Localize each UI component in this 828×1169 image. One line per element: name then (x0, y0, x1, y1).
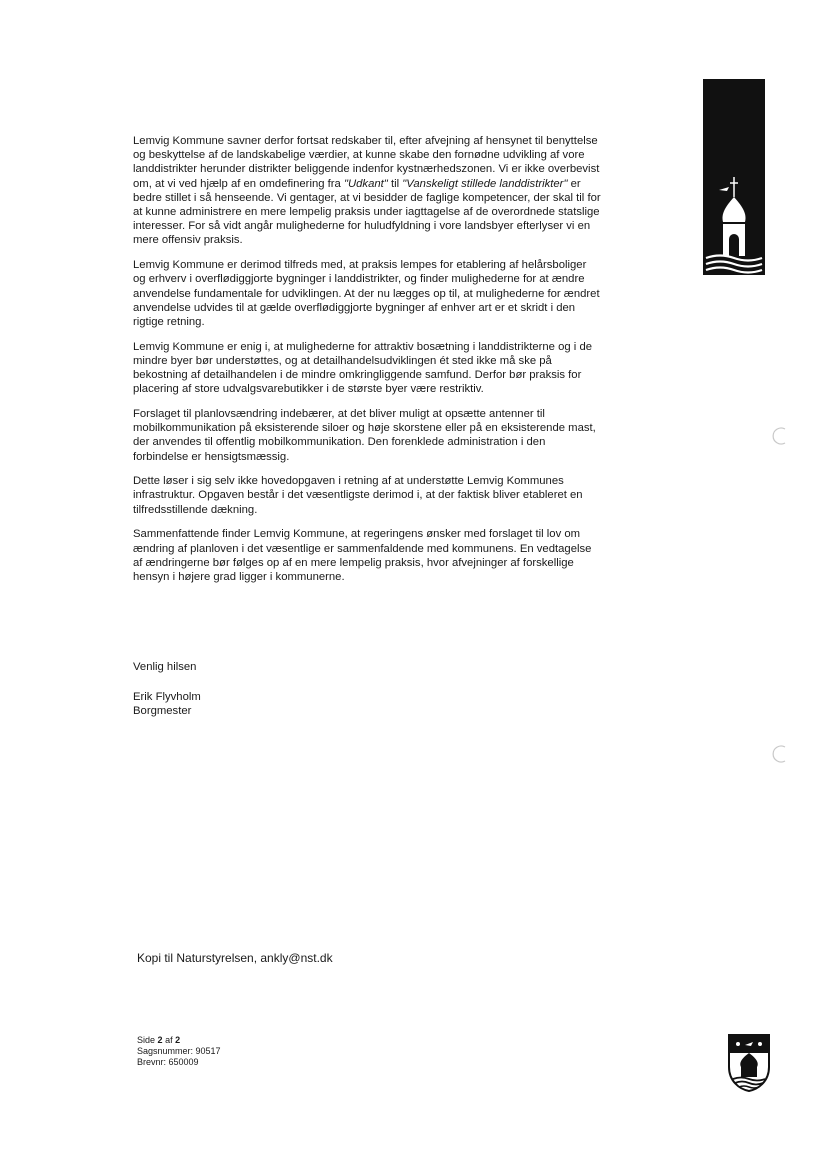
quote-vanskeligt: "Vanskeligt stillede landdistrikter" (402, 177, 568, 190)
paragraph-6: Sammenfattende finder Lemvig Kommune, at regeringens ønsker med forslaget til lov om ændring af planloven i det væsentlige er sammenfaldende med kommunens. En vedtagelse af ændringerne bør følges op af en mere lempelig praksis, hvor afvejninger af forskellige hensyn i højere grad ligger i kommunerne. (133, 528, 592, 583)
case-number: Sagsnummer: 90517 (137, 1046, 221, 1056)
church-tower-logo-icon (703, 79, 765, 275)
punch-hole-icon (772, 745, 788, 763)
paragraph-3: Lemvig Kommune er enig i, at mulighederne for attraktiv bosætning i landdistrikterne og i de mindre byer bør understøttes, og at detailhandelsudviklingen ét sted ikke må ske på bekostning af detailhandelen i de mindre omkringliggende samfund. Derfor bør praksis for placering af store udvalgsvarebutikker i de største byer være restriktiv. (133, 340, 593, 396)
punch-hole-icon (772, 427, 788, 445)
signer-name: Erik Flyvholm (133, 691, 201, 703)
municipal-seal-icon (727, 1033, 771, 1093)
paragraph-2: Lemvig Kommune er derimod tilfreds med, at praksis lempes for etablering af helårsboliger og erhverv i overflødiggjorte bygninger i landdistrikter, og finder mulighederne for at ændre anvendelse fundamentale for udviklingen. At der nu lægges op til, at mulighederne for ændret anvendelse udvides til at gælde overflødiggjorte bygninger af enhver art er et skridt i den rigtige retning. (133, 259, 600, 328)
quote-udkant: "Udkant" (343, 177, 388, 190)
paragraph-4: Forslaget til planlovsændring indebærer, at det bliver muligt at opsætte antenner til mobilkommunikation på eksisterende siloer og høje skorstene eller på en eksisterende mast, der anvendes til offentlig mobilkommunikation. Den forenklede administration i den forbindelse er hensigtsmæssig. (133, 407, 596, 463)
letter-number: Brevnr: 650009 (137, 1057, 199, 1067)
copy-recipient: Kopi til Naturstyrelsen, ankly@nst.dk (137, 951, 333, 965)
signer-title: Borgmester (133, 705, 192, 718)
page-footer (137, 1035, 221, 1068)
closing-greeting: Venlig hilsen (133, 661, 197, 673)
letter-body (133, 134, 601, 595)
paragraph-1: Lemvig Kommune savner derfor fortsat redskaber til, efter afvejning af hensynet til benyttelse og beskyttelse af de landskabelige værdier, at kunne skabe den fornødne udvikling af vore landdistrikter herunder distrikter beliggende indenfor kystnærhedszonen. Vi er ikke overbevist om, at vi ved hjælp af en omdefinering fra "Udkant" til "Vanskeligt stillede landdistrikter" er bedre stillet i så henseende. Vi gentager, at vi besidder de faglige kompetencer, der skal til for at kunne administrere en mere lempelig praksis under iagttagelse af de overordnede statslige interesser. For så vidt angår mulighederne for huludfyldning i vore landsbyer efterlyser vi en mere offensiv praksis. (133, 135, 601, 247)
page-indicator: Side 2 af 2 (137, 1035, 181, 1045)
paragraph-5: Dette løser i sig selv ikke hovedopgaven i retning af at understøtte Lemvig Kommunes infrastruktur. Opgaven består i det væsentligste derimod i, at der faktisk bliver etableret en tilfredsstillende dækning. (133, 475, 583, 516)
signature-block (133, 690, 201, 718)
